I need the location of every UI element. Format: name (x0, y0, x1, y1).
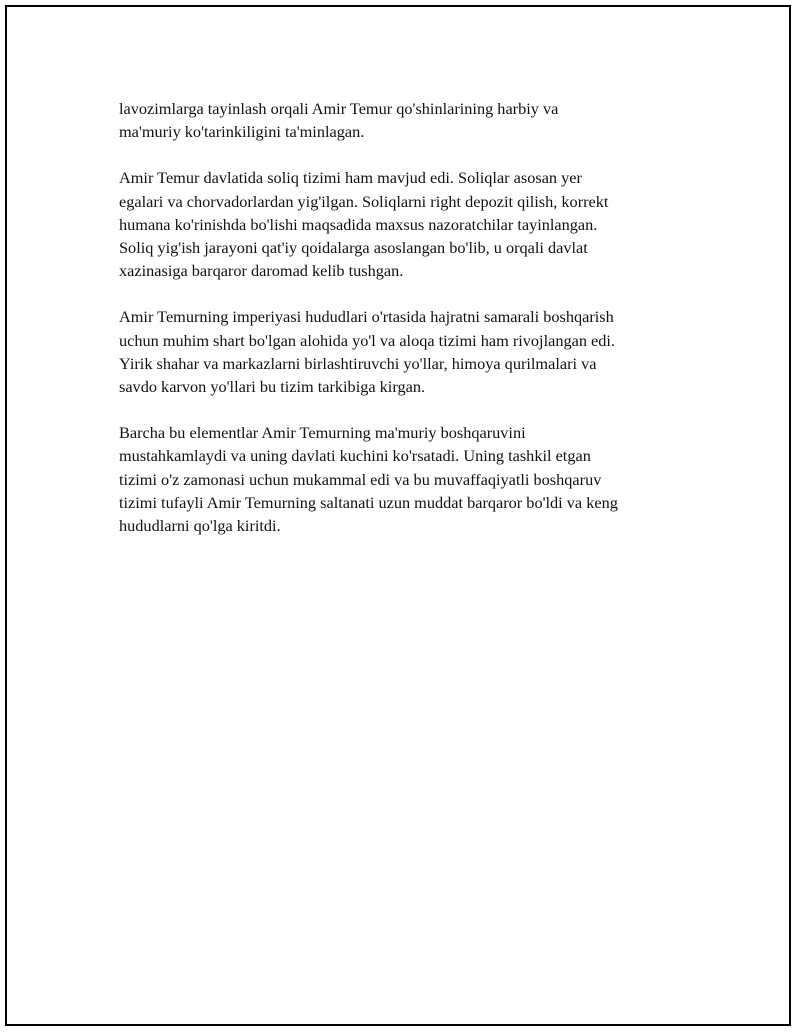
text-line: humana ko'rinishda bo'lishi maqsadida maxsus nazoratchilar tayinlangan. (119, 214, 598, 234)
text-line: tizimi tufayli Amir Temurning saltanati uzun muddat barqaror bo'ldi va keng (119, 492, 618, 512)
paragraph-1 (119, 97, 694, 143)
text-line: lavozimlarga tayinlash orqali Amir Temur qo'shinlarining harbiy va (119, 99, 559, 118)
text-line: tizimi o'z zamonasi uchun mukammal edi va bu muvaffaqiyatli boshqaruv (119, 469, 602, 489)
paragraph-4 (119, 421, 694, 537)
text-line: ma'muriy ko'tarinkiligini ta'minlagan. (119, 122, 365, 142)
text-line: mustahkamlaydi va uning davlati kuchini ko'rsatadi. Uning tashkil etgan (119, 446, 591, 466)
text-line: xazinasiga barqaror daromad kelib tushgan. (119, 261, 404, 281)
paragraph-2 (119, 166, 694, 282)
text-line: Barcha bu elementlar Amir Temurning ma'muriy boshqaruvini (119, 423, 526, 443)
text-line: savdo karvon yo'llari bu tizim tarkibiga kirgan. (119, 377, 426, 397)
text-line: uchun muhim shart bo'lgan alohida yo'l va aloqa tizimi ham rivojlangan edi. (119, 330, 615, 350)
document-page (5, 5, 791, 1026)
text-line: Yirik shahar va markazlarni birlashtiruvchi yo'llar, himoya qurilmalari va (119, 353, 597, 373)
text-line: Soliq yig'ish jarayoni qat'iy qoidalarga asoslangan bo'lib, u orqali davlat (119, 238, 588, 258)
document-body (119, 97, 694, 560)
paragraph-3 (119, 305, 694, 398)
text-line: Amir Temur davlatida soliq tizimi ham mavjud edi. Soliqlar asosan yer (119, 168, 582, 188)
text-line: Amir Temurning imperiyasi hududlari o'rtasida hajratni samarali boshqarish (119, 307, 614, 327)
text-line: hududlarni qo'lga kiritdi. (119, 516, 281, 536)
text-line: egalari va chorvadorlardan yig'ilgan. Soliqlarni right depozit qilish, korrekt (119, 191, 609, 211)
